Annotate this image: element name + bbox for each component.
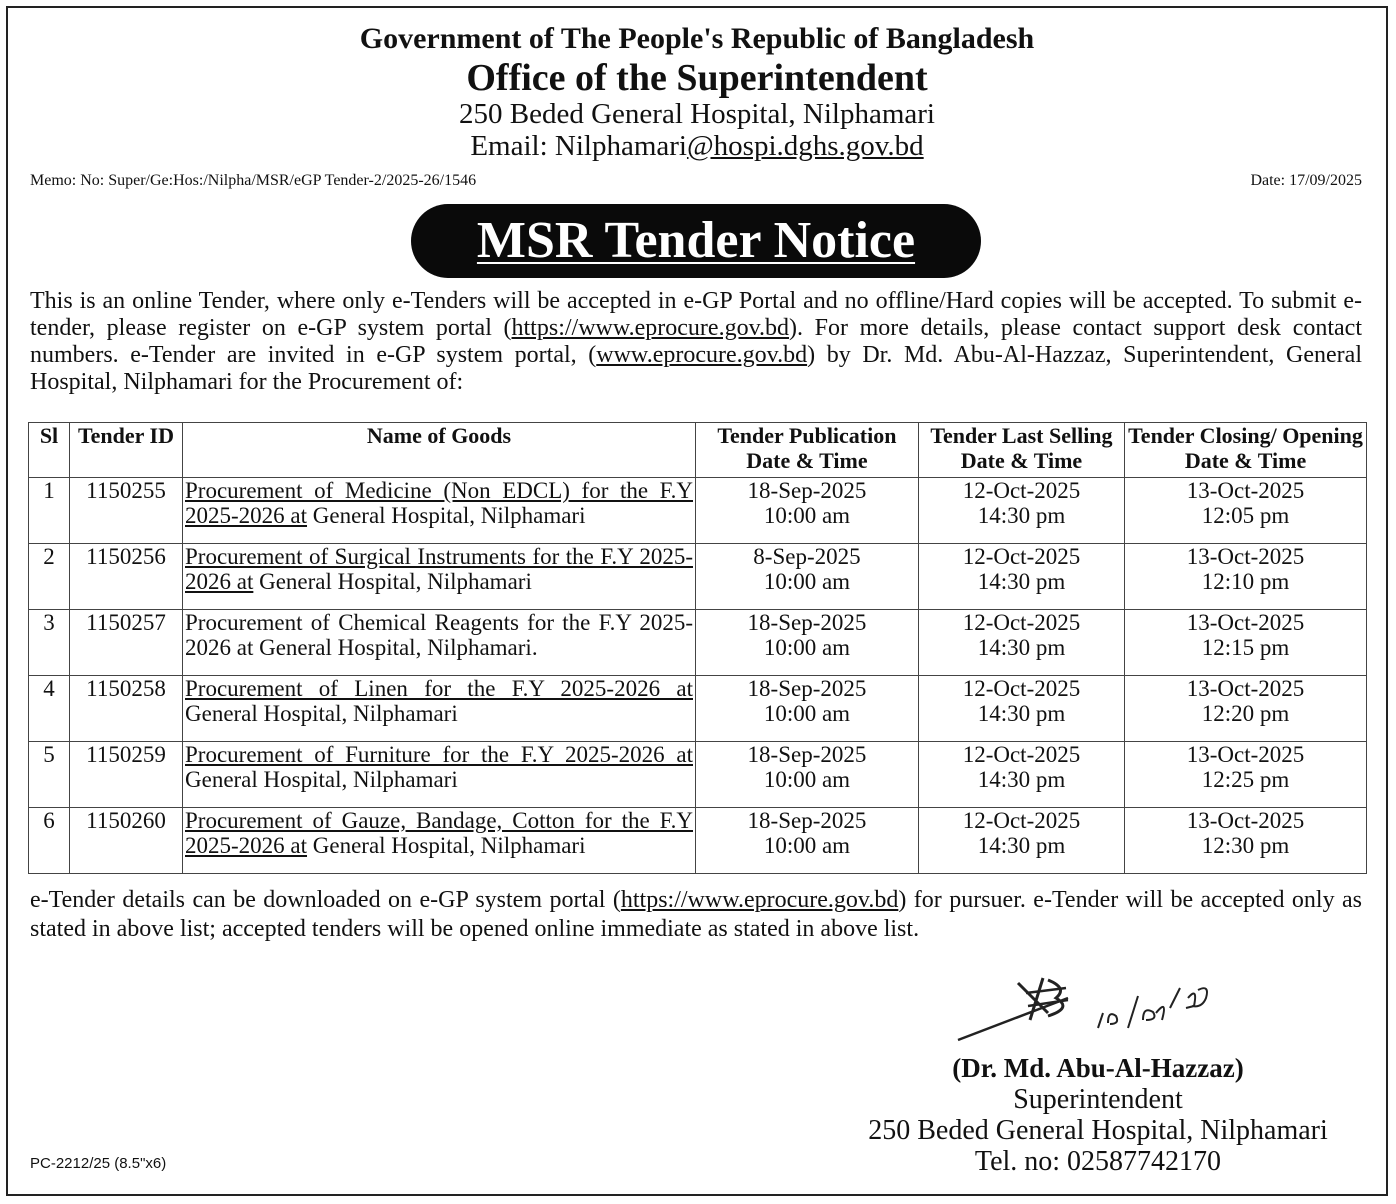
row-goods [183, 610, 696, 676]
row-last-selling [918, 742, 1124, 808]
table-row [29, 742, 1367, 808]
row-last-selling [918, 676, 1124, 742]
publication-date: 8-Sep-2025 [753, 544, 861, 569]
closing-date: 13-Oct-2025 [1186, 544, 1305, 569]
footer-paragraph [30, 886, 1362, 944]
selling-date: 12-Oct-2025 [962, 478, 1081, 503]
goods-link[interactable]: Procurement of Gauze, Bandage, Cotton for the F.Y 2025-2026 at [185, 808, 693, 858]
row-closing [1125, 478, 1367, 544]
row-sl: 3 [29, 610, 70, 676]
footer-text-2: ) for pursuer. e-Tender will be accepted only as stated in above list; accepted tenders will be opened online immediate as stated in above list. [30, 887, 1362, 942]
signer-name: (Dr. Md. Abu-Al-Hazzaz) [952, 1053, 1244, 1083]
header-closing: Tender Closing/ Opening Date & Time [1125, 423, 1367, 478]
intro-text-3: ) by Dr. Md. Abu-Al-Hazzaz, Superintendent, General Hospital, Nilphamari for the Procurement of: [30, 342, 1362, 395]
goods-link[interactable]: Procurement of Medicine (Non EDCL) for the F.Y 2025-2026 at [185, 478, 693, 528]
table-row [29, 610, 1367, 676]
selling-time: 14:30 pm [977, 701, 1066, 726]
row-tender-id: 1150256 [70, 544, 183, 610]
goods-link[interactable]: Procurement of Linen for the F.Y 2025-2026 at [185, 676, 693, 701]
row-closing [1125, 742, 1367, 808]
header-sl: Sl [29, 423, 70, 478]
signer-address: 250 Beded General Hospital, Nilphamari [868, 1115, 1328, 1146]
publication-time: 10:00 am [763, 569, 851, 594]
publication-time: 10:00 am [763, 833, 851, 858]
publication-time: 10:00 am [763, 767, 851, 792]
closing-time: 12:05 pm [1201, 503, 1290, 528]
closing-date: 13-Oct-2025 [1186, 478, 1305, 503]
closing-time: 12:20 pm [1201, 701, 1290, 726]
row-tender-id: 1150255 [70, 478, 183, 544]
goods-text: Procurement of Chemical Reagents for the F.Y 2025-2026 at General Hospital, Nilphamari. [185, 610, 693, 660]
row-goods [183, 544, 696, 610]
row-goods [183, 808, 696, 874]
handwritten-signature [948, 958, 1228, 1048]
row-closing [1125, 808, 1367, 874]
signer-phone: Tel. no: 02587742170 [974, 1146, 1222, 1177]
closing-time: 12:25 pm [1201, 767, 1290, 792]
notice-page [6, 6, 1388, 1196]
email-label: Email: Nilphamari [470, 130, 687, 162]
notice-title: MSR Tender Notice [476, 212, 916, 269]
goods-text: General Hospital, Nilphamari [185, 767, 458, 792]
row-publication [696, 610, 919, 676]
closing-date: 13-Oct-2025 [1186, 742, 1305, 767]
goods-text: General Hospital, Nilphamari [253, 569, 532, 594]
selling-date: 12-Oct-2025 [962, 742, 1081, 767]
selling-date: 12-Oct-2025 [962, 610, 1081, 635]
tender-table [28, 422, 1367, 874]
publication-time: 10:00 am [763, 635, 851, 660]
government-heading: Government of The People's Republic of Bangladesh [359, 22, 1035, 55]
row-tender-id: 1150259 [70, 742, 183, 808]
signer-designation: Superintendent [1013, 1084, 1183, 1115]
row-sl: 4 [29, 676, 70, 742]
closing-date: 13-Oct-2025 [1186, 808, 1305, 833]
row-goods [183, 478, 696, 544]
goods-text: General Hospital, Nilphamari [307, 833, 586, 858]
email-domain-link[interactable]: @hospi.dghs.gov.bd [686, 130, 924, 162]
row-tender-id: 1150260 [70, 808, 183, 874]
row-closing [1125, 676, 1367, 742]
intro-text-1: This is an online Tender, where only e-Tenders will be accepted in e-GP Portal and no offline/Hard copies will be accepted. To submit e-tender, please register on e-GP system portal ( [30, 288, 1362, 341]
publication-time: 10:00 am [763, 701, 851, 726]
selling-time: 14:30 pm [977, 569, 1066, 594]
header-goods: Name of Goods [183, 423, 696, 478]
closing-time: 12:10 pm [1201, 569, 1290, 594]
eprocure-link-2[interactable]: www.eprocure.gov.bd [596, 342, 808, 368]
memo-date: Date: 17/09/2025 [1250, 172, 1362, 189]
email-line [8, 130, 1386, 163]
selling-time: 14:30 pm [977, 503, 1066, 528]
publication-date: 18-Sep-2025 [747, 478, 867, 503]
goods-text: General Hospital, Nilphamari [307, 503, 586, 528]
selling-date: 12-Oct-2025 [962, 676, 1081, 701]
row-publication [696, 544, 919, 610]
header-tender-id: Tender ID [70, 423, 183, 478]
selling-time: 14:30 pm [977, 635, 1066, 660]
hospital-address: 250 Beded General Hospital, Nilphamari [459, 98, 935, 130]
row-closing [1125, 544, 1367, 610]
closing-date: 13-Oct-2025 [1186, 676, 1305, 701]
closing-time: 12:15 pm [1201, 635, 1290, 660]
publication-date: 18-Sep-2025 [747, 610, 867, 635]
row-sl: 5 [29, 742, 70, 808]
selling-date: 12-Oct-2025 [962, 808, 1081, 833]
footer-text-1: e-Tender details can be downloaded on e-GP system portal ( [30, 887, 621, 913]
eprocure-link-3[interactable]: https://www.eprocure.gov.bd [620, 887, 899, 913]
memo-number: Memo: No: Super/Ge:Hos:/Nilpha/MSR/eGP Tender-2/2025-26/1546 [30, 172, 477, 189]
office-heading: Office of the Superintendent [466, 57, 928, 99]
header-last-selling: Tender Last Selling Date & Time [918, 423, 1124, 478]
row-sl: 2 [29, 544, 70, 610]
eprocure-link-1[interactable]: https://www.eprocure.gov.bd [511, 315, 790, 341]
selling-time: 14:30 pm [977, 767, 1066, 792]
row-last-selling [918, 544, 1124, 610]
row-goods [183, 676, 696, 742]
row-goods [183, 742, 696, 808]
row-publication [696, 676, 919, 742]
row-tender-id: 1150257 [70, 610, 183, 676]
goods-link[interactable]: Procurement of Furniture for the F.Y 2025-2026 at [185, 742, 693, 767]
goods-link[interactable]: Procurement of Surgical Instruments for the F.Y 2025-2026 at [185, 544, 693, 594]
table-row [29, 478, 1367, 544]
selling-date: 12-Oct-2025 [962, 544, 1081, 569]
row-sl: 1 [29, 478, 70, 544]
row-last-selling [918, 478, 1124, 544]
closing-time: 12:30 pm [1201, 833, 1290, 858]
row-publication [696, 478, 919, 544]
table-row [29, 676, 1367, 742]
pc-code: PC-2212/25 (8.5"x6) [30, 1155, 167, 1172]
selling-time: 14:30 pm [977, 833, 1066, 858]
row-publication [696, 808, 919, 874]
goods-text: General Hospital, Nilphamari [185, 701, 458, 726]
row-last-selling [918, 610, 1124, 676]
publication-time: 10:00 am [763, 503, 851, 528]
signer-block [828, 1052, 1368, 1177]
row-closing [1125, 610, 1367, 676]
closing-date: 13-Oct-2025 [1186, 610, 1305, 635]
header-publication: Tender Publication Date & Time [696, 423, 919, 478]
table-header-row [29, 423, 1367, 478]
intro-paragraph [30, 288, 1362, 396]
intro-text-2: ). For more details, please contact support desk contact numbers. e-Tender are invited in e-GP system portal, ( [30, 315, 1362, 368]
table-row [29, 808, 1367, 874]
row-last-selling [918, 808, 1124, 874]
row-sl: 6 [29, 808, 70, 874]
table-row [29, 544, 1367, 610]
publication-date: 18-Sep-2025 [747, 676, 867, 701]
row-tender-id: 1150258 [70, 676, 183, 742]
publication-date: 18-Sep-2025 [747, 808, 867, 833]
row-publication [696, 742, 919, 808]
publication-date: 18-Sep-2025 [747, 742, 867, 767]
title-banner [411, 204, 981, 278]
